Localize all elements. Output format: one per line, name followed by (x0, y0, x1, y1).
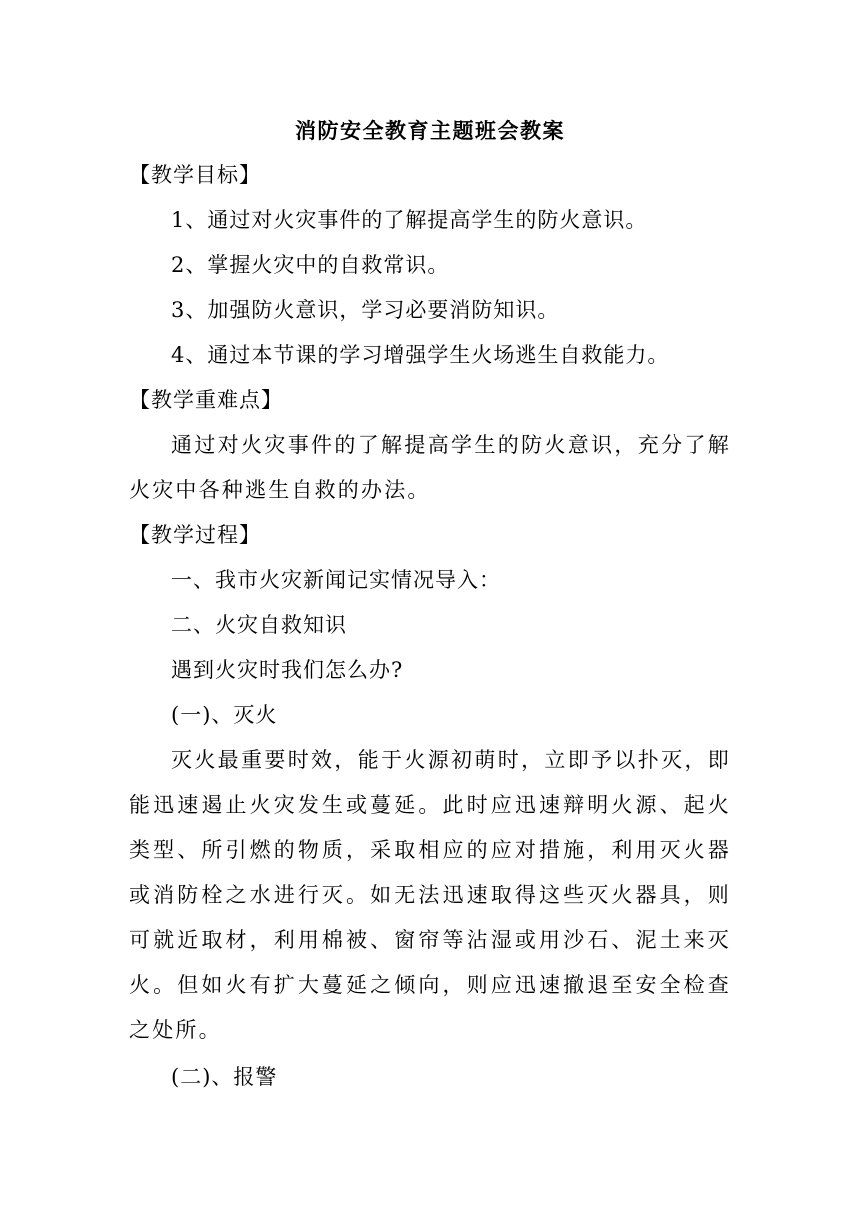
process-line-3: 遇到火灾时我们怎么办? (171, 658, 404, 682)
objective-item-3: 3、加强防火意识，学习必要消防知识。 (171, 298, 560, 322)
objective-item-2: 2、掌握火灾中的自救常识。 (171, 253, 450, 277)
document-content (129, 108, 731, 1100)
fire-extinguish-paragraph: 灭火最重要时效，能于火源初萌时，立即予以扑灭，即能迅速遏止火灾发生或蔓延。此时应迅速辩明火源、起火类型、所引燃的物质，采取相应的应对措施，利用灭火器或消防栓之水进行灭。如无法迅速取得这些灭火器具，则可就近取材，利用棉被、窗帘等沾湿或用沙石、泥土来灭火。但如火有扩大蔓延之倾向，则应迅速撤退至安全检查之处所。 (129, 748, 731, 1042)
section-heading-key-points: 【教学重难点】 (129, 388, 283, 412)
process-line-1: 一、我市火灾新闻记实情况导入： (171, 568, 501, 592)
process-line-2: 二、火灾自救知识 (171, 613, 347, 637)
process-line-4: (一)、灭火 (171, 703, 278, 727)
document-title: 消防安全教育主题班会教案 (295, 118, 565, 143)
section-heading-objectives: 【教学目标】 (129, 163, 261, 187)
section-heading-process: 【教学过程】 (129, 523, 261, 547)
key-points-paragraph: 通过对火灾事件的了解提高学生的防火意识，充分了解火灾中各种逃生自救的办法。 (129, 433, 731, 502)
objective-item-1: 1、通过对火灾事件的了解提高学生的防火意识。 (171, 208, 648, 232)
objective-item-4: 4、通过本节课的学习增强学生火场逃生自救能力。 (171, 343, 670, 367)
process-line-alarm: (二)、报警 (171, 1065, 278, 1089)
